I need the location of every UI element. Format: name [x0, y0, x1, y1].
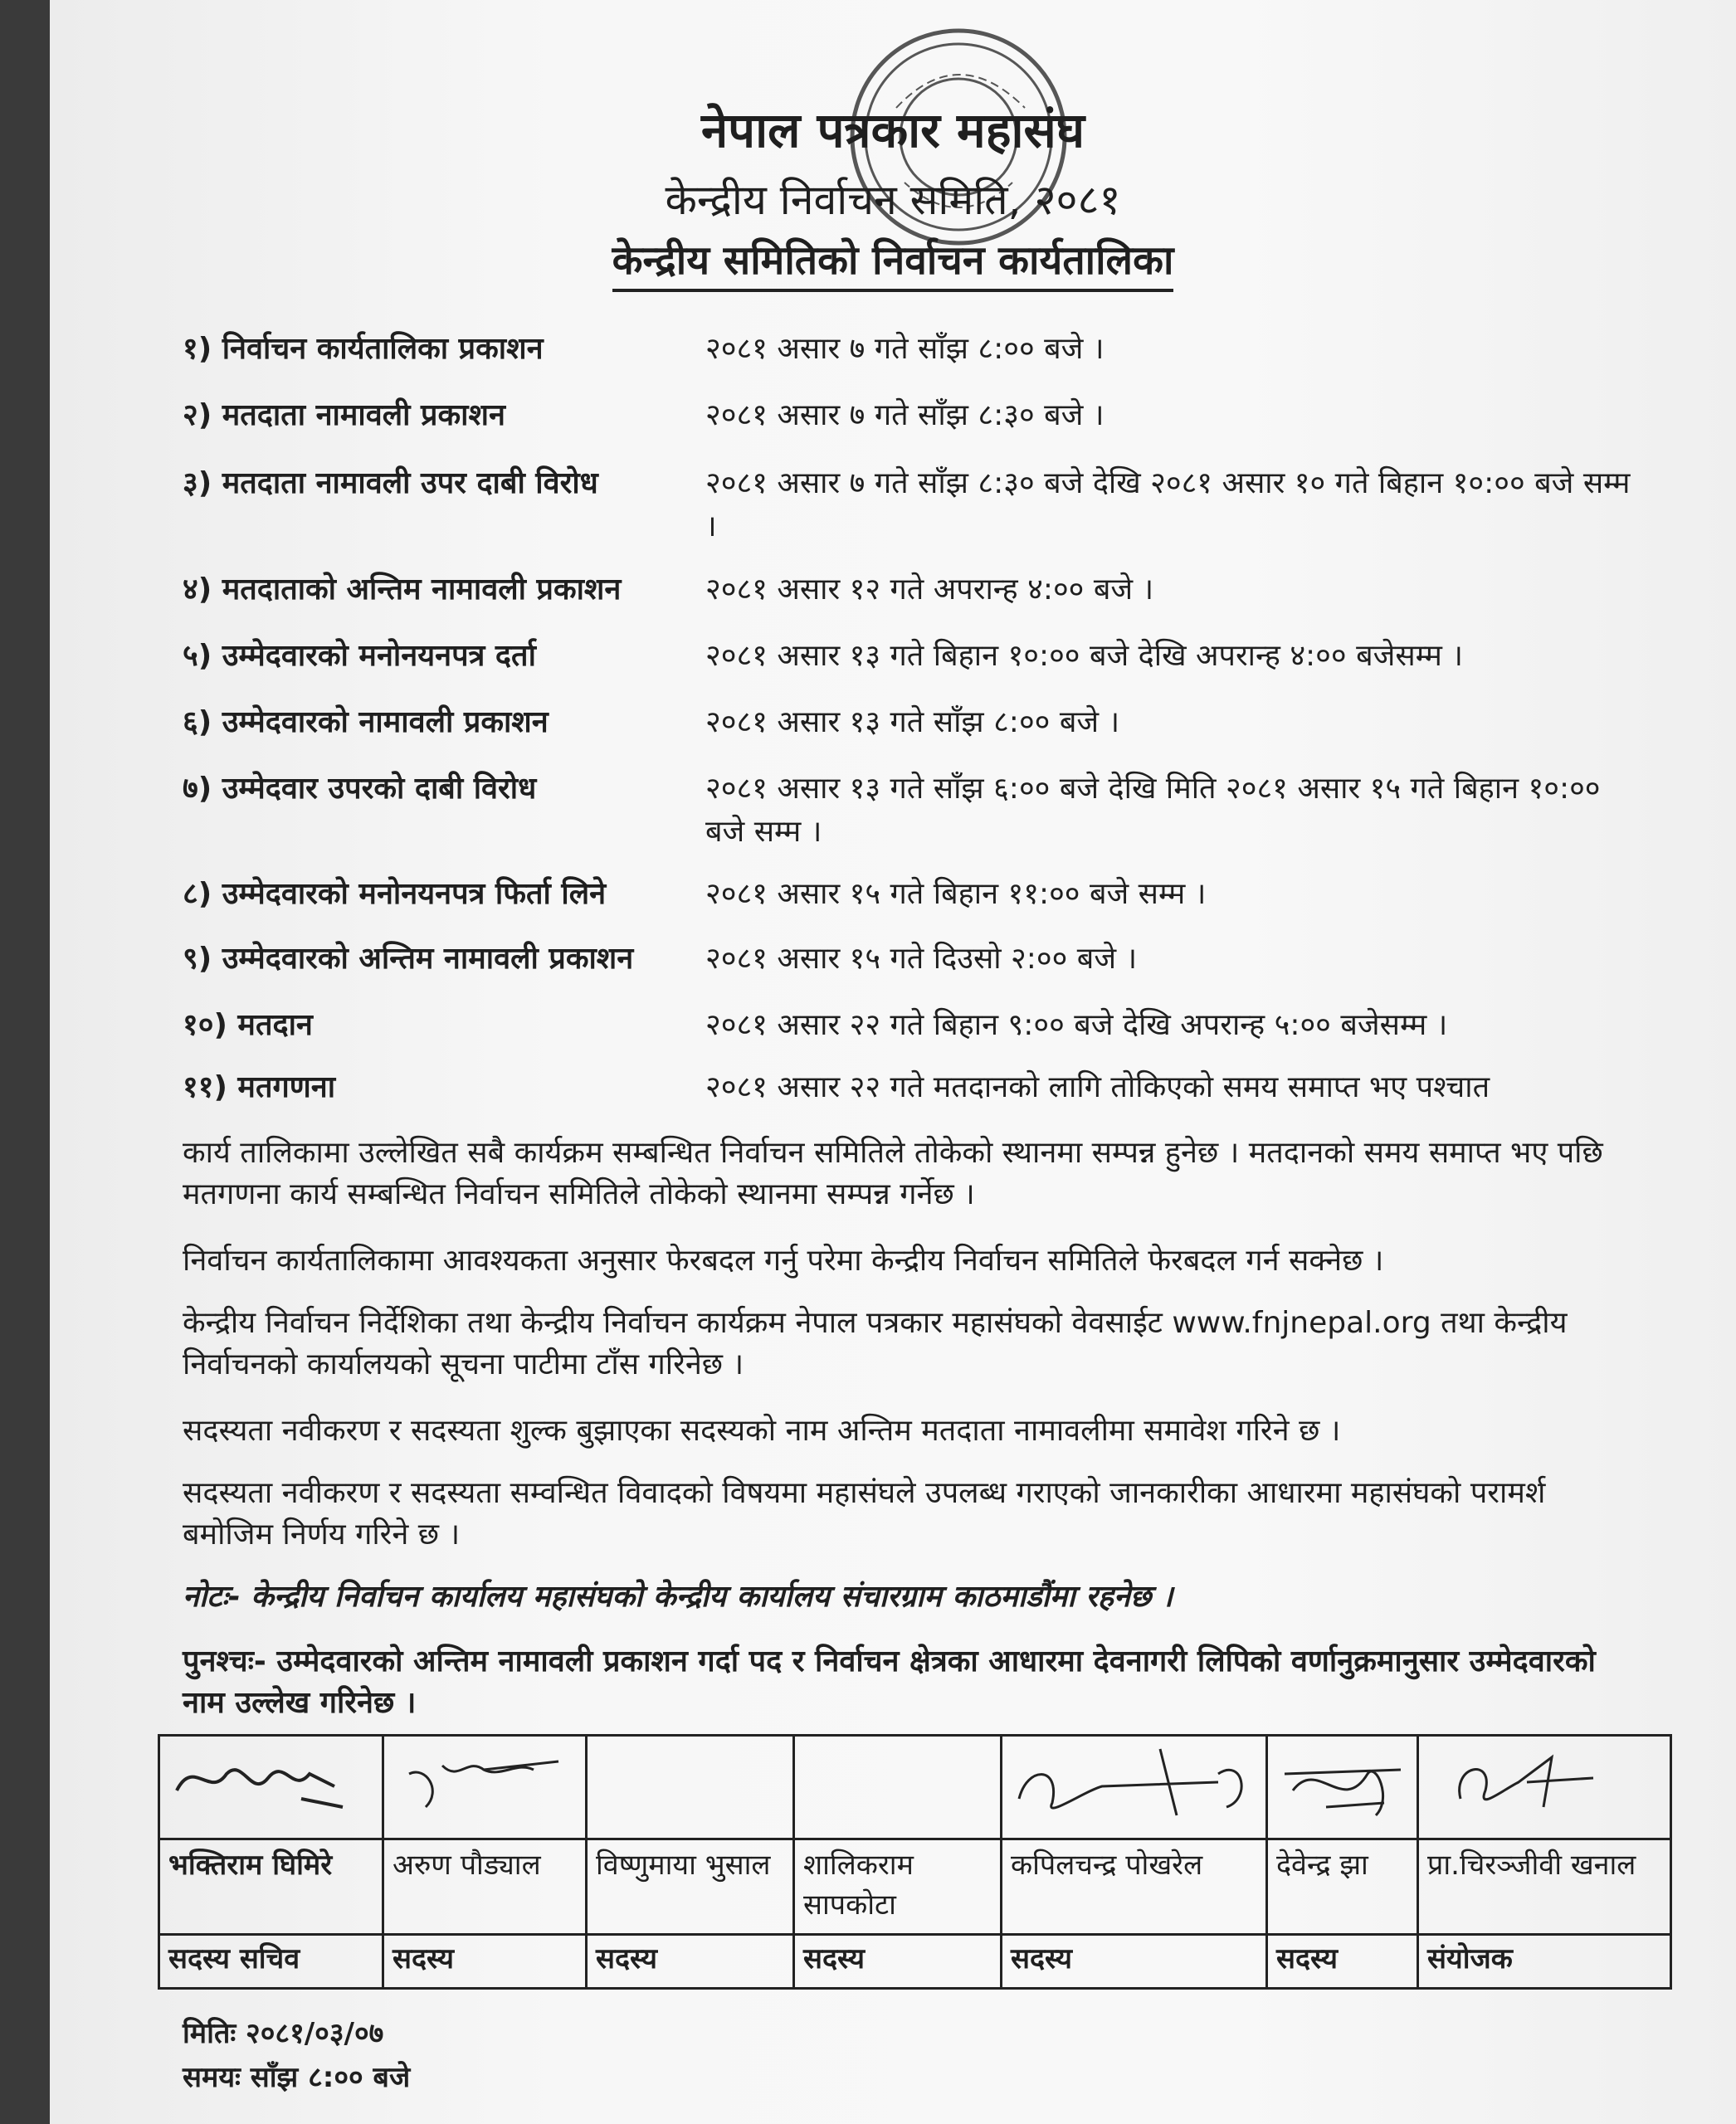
- signature-cell: [1002, 1736, 1267, 1839]
- signature-mark: [1427, 1741, 1660, 1824]
- notice-document: [50, 0, 1736, 2124]
- info-paragraph: सदस्यता नवीकरण र सदस्यता सम्वन्धित विवादको विषयमा महासंघले उपलब्ध गराएको जानकारीका आधारमा महासंघको परामर्श बमोजिम निर्णय गरिने छ ।: [183, 1476, 1546, 1552]
- committee-name: केन्द्रीय निर्वाचन समिति, २०८१: [665, 176, 1121, 224]
- schedule-value: २०८१ असार १३ गते बिहान १०:०० बजे देखि अपरान्ह ४:०० बजेसम्म ।: [705, 639, 1464, 673]
- office-note: नोटः- केन्द्रीय निर्वाचन कार्यालय महासंघको केन्द्रीय कार्यालय संचारग्राम काठमाडौंमा रहनेछ ।: [183, 1580, 1173, 1614]
- signatory-role: संयोजक: [1418, 1935, 1671, 1989]
- schedule-value: २०८१ असार ७ गते साँझ ८:०० बजे ।: [705, 332, 1105, 366]
- schedule-value: २०८१ असार १३ गते साँझ ६:०० बजे देखि मिति २०८१ असार १५ गते बिहान १०:०० बजे सम्म ।: [705, 772, 1601, 849]
- signatory-name: विष्णुमाया भुसाल: [587, 1839, 794, 1935]
- schedule-value: २०८१ असार ७ गते साँझ ८:३० बजे देखि २०८१ असार १० गते बिहान १०:०० बजे सम्म ।: [705, 466, 1631, 543]
- info-paragraph: सदस्यता नवीकरण र सदस्यता शुल्क बुझाएका सदस्यको नाम अन्तिम मतदाता नामावलीमा समावेश गरिने छ ।: [183, 1414, 1341, 1448]
- schedule-label: ३) मतदाता नामावली उपर दाबी विरोध: [183, 466, 598, 500]
- signature-cell: [587, 1736, 794, 1839]
- signatory-name: शालिकराम सापकोटा: [794, 1839, 1002, 1935]
- signature-table: [158, 1734, 1672, 1990]
- signature-cell: [159, 1736, 383, 1839]
- schedule-label: ९) उम्मेदवारको अन्तिम नामावली प्रकाशन: [183, 942, 634, 976]
- schedule-value: २०८१ असार १३ गते साँझ ८:०० बजे ।: [705, 705, 1120, 739]
- postscript-note: पुनश्चः- उम्मेदवारको अन्तिम नामावली प्रकाशन गर्दा पद र निर्वाचन क्षेत्रका आधारमा देवनागरी लिपिको वर्णानुक्रमानुसार उम्मेदवारको नाम उल्लेख गरिनेछ ।: [183, 1644, 1596, 1720]
- schedule-value: २०८१ असार ७ गते साँझ ८:३० बजे ।: [705, 398, 1105, 432]
- schedule-label: ११) मतगणना: [183, 1070, 336, 1104]
- signature-mark: [1011, 1741, 1260, 1824]
- signatory-role: सदस्य: [1002, 1935, 1267, 1989]
- signatory-name: प्रा.चिरञ्जीवी खनाल: [1418, 1839, 1671, 1935]
- schedule-label: ५) उम्मेदवारको मनोनयनपत्र दर्ता: [183, 639, 536, 673]
- signatory-name: कपिलचन्द्र पोखरेल: [1002, 1839, 1267, 1935]
- signature-cell: [794, 1736, 1002, 1839]
- signature-cell: [1418, 1736, 1671, 1839]
- organization-name: नेपाल पत्रकार महासंघ: [700, 102, 1085, 158]
- schedule-label: १) निर्वाचन कार्यतालिका प्रकाशन: [183, 332, 544, 366]
- schedule-label: ७) उम्मेदवार उपरको दाबी विरोध: [183, 772, 537, 806]
- schedule-label: ६) उम्मेदवारको नामावली प्रकाशन: [183, 705, 549, 739]
- signature-mark: [1276, 1741, 1413, 1824]
- issue-time: समयः साँझ ८:०० बजे: [183, 2061, 411, 2094]
- signatory-role: सदस्य: [794, 1935, 1002, 1989]
- document-title: केन्द्रीय समितिको निर्वाचन कार्यतालिका: [50, 232, 1736, 286]
- schedule-value: २०८१ असार २२ गते बिहान ९:०० बजे देखि अपरान्ह ५:०० बजेसम्म ।: [705, 1008, 1448, 1042]
- info-paragraph: केन्द्रीय निर्वाचन निर्देशिका तथा केन्द्रीय निर्वाचन कार्यक्रम नेपाल पत्रकार महासंघको वेवसाईट www.fnjnepal.org तथा केन्द्रीय निर्वाचनको कार्यालयको सूचना पाटीमा टाँस गरिनेछ ।: [183, 1306, 1568, 1381]
- schedule-value: २०८१ असार १५ गते दिउसो २:०० बजे ।: [705, 942, 1138, 976]
- schedule-label: २) मतदाता नामावली प्रकाशन: [183, 398, 505, 432]
- schedule-label: ८) उम्मेदवारको मनोनयनपत्र फिर्ता लिने: [183, 877, 607, 911]
- signature-mark: [393, 1741, 575, 1820]
- signature-mark: [168, 1741, 359, 1820]
- signatory-role: सदस्य: [383, 1935, 587, 1989]
- signature-cell: [1267, 1736, 1418, 1839]
- signature-cell: [383, 1736, 587, 1839]
- schedule-value: २०८१ असार १२ गते अपरान्ह ४:०० बजे ।: [705, 572, 1154, 607]
- schedule-value: २०८१ असार १५ गते बिहान ११:०० बजे सम्म ।: [705, 877, 1207, 911]
- info-paragraph: निर्वाचन कार्यतालिकामा आवश्यकता अनुसार फेरबदल गर्नु परेमा केन्द्रीय निर्वाचन समितिले फेरबदल गर्न सक्नेछ ।: [183, 1244, 1384, 1278]
- schedule-label: १०) मतदान: [183, 1008, 313, 1042]
- signatory-name: भक्तिराम घिमिरे: [159, 1839, 383, 1935]
- issue-date: मितिः २०८१/०३/०७: [183, 2017, 384, 2050]
- info-paragraph: कार्य तालिकामा उल्लेखित सबै कार्यक्रम सम्बन्धित निर्वाचन समितिले तोकेको स्थानमा सम्पन्न हुनेछ । मतदानको समय समाप्त भए पछि मतगणना कार्य सम्बन्धित निर्वाचन समितिले तोकेको स्थानमा सम्पन्न गर्नेछ ।: [183, 1136, 1603, 1211]
- signatory-role: सदस्य सचिव: [159, 1935, 383, 1989]
- signatory-role: सदस्य: [1267, 1935, 1418, 1989]
- signatory-role: सदस्य: [587, 1935, 794, 1989]
- schedule-label: ४) मतदाताको अन्तिम नामावली प्रकाशन: [183, 572, 622, 607]
- signatory-name: अरुण पौड्याल: [383, 1839, 587, 1935]
- signatory-name: देवेन्द्र झा: [1267, 1839, 1418, 1935]
- schedule-value: २०८१ असार २२ गते मतदानको लागि तोकिएको समय समाप्त भए पश्चात: [705, 1070, 1490, 1104]
